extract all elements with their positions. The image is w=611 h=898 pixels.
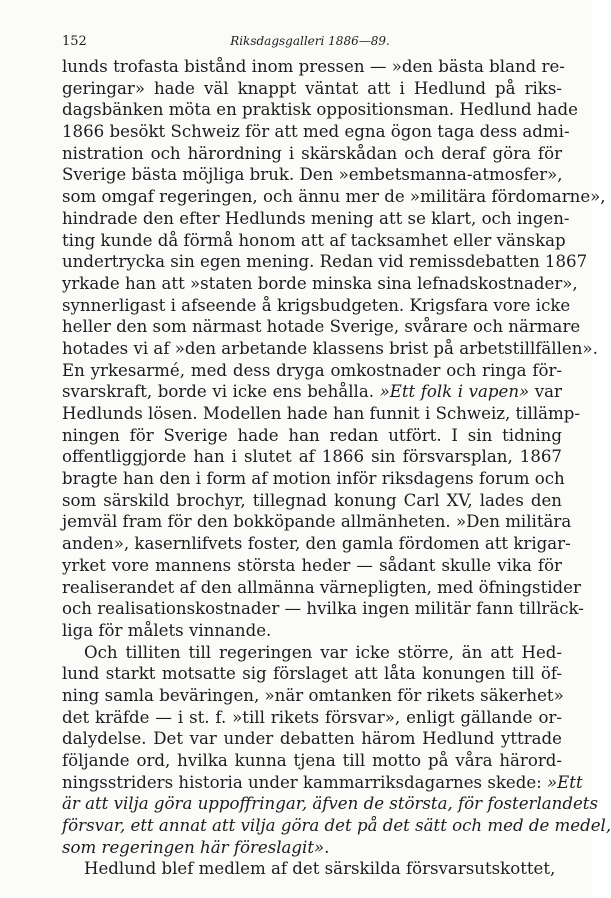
text-line (62, 793, 598, 815)
text-line (62, 772, 583, 794)
text-line (62, 490, 562, 512)
text-run: anden», kasernlifvets foster, den gamla fördomen att krigar- (62, 534, 571, 554)
text-run: Hedlund blef medlem af det särskilda försvarsutskottet, (84, 859, 556, 879)
text-run: liga för målets vinnande. (62, 620, 272, 640)
text-run: hotades vi af »den arbetande klassens brist på arbetstillfällen». (62, 338, 598, 358)
text-run: hindrade den efter Hedlunds mening att se klart, och ingen- (62, 208, 570, 228)
text-line (62, 78, 562, 100)
text-run: det kräfde — i st. f. »till rikets försvar», enligt gällande or- (62, 707, 562, 727)
text-run: offentliggjorde han i slutet af 1866 sin försvarsplan, 1867 (62, 447, 562, 467)
text-line (62, 56, 565, 78)
text-line (62, 837, 562, 859)
text-run: som särskild brochyr, tillegnad konung Carl XV, lades den (62, 490, 562, 510)
italic-text: försvar, ett annat att vilja göra det på det sätt och med de medel, (62, 816, 611, 836)
text-line (62, 208, 570, 230)
text-line (62, 186, 606, 208)
text-run: dagsbänken möta en praktisk oppositionsman. Hedlund hade (62, 100, 578, 120)
italic-text: »Ett folk i vapen» (379, 382, 530, 402)
text-run: Hedlunds lösen. Modellen hade han funnit i Schweiz, tillämp- (62, 404, 580, 423)
text-line (62, 295, 571, 317)
text-line (62, 750, 562, 772)
text-line (62, 273, 578, 295)
text-line (62, 533, 571, 555)
text-line (62, 99, 578, 121)
text-line (62, 446, 562, 468)
text-line (62, 577, 581, 599)
text-line (62, 425, 562, 447)
text-run: realiserandet af den allmänna värnepligten, med öfningstider (62, 577, 581, 597)
text-run: ningen för Sverige hade han redan utfört. I sin tidning (62, 425, 562, 445)
text-line (62, 620, 562, 642)
italic-text: är att vilja göra uppoffringar, äfven de största, för fosterlandets (62, 794, 598, 814)
text-run: heller den som närmast hotade Sverige, svårare och närmare (62, 317, 581, 337)
text-run: dalydelse. Det var under debatten härom Hedlund yttrade (62, 729, 562, 749)
text-line (62, 251, 588, 273)
text-run: bragte han den i form af motion inför riksdagens forum och (62, 469, 565, 489)
text-line (62, 360, 562, 382)
text-line (62, 685, 562, 707)
text-run: geringar» hade väl knappt väntat att i Hedlund på riks- (62, 78, 562, 98)
running-header (62, 34, 558, 54)
text-run: ting kunde då förmå honom att af tacksamhet eller vänskap (62, 230, 566, 250)
text-line (62, 121, 570, 143)
text-run: Sverige bästa möjliga bruk. Den »embetsmanna-atmosfer», (62, 165, 563, 185)
text-run: Och tilliten till regeringen var icke större, än att Hed- (84, 642, 562, 662)
text-run: ningsstriders historia under kammarriksdagarnes skede: (62, 772, 548, 792)
running-title: Riksdagsgalleri 1886—89. (230, 34, 390, 48)
text-run: var (529, 382, 562, 402)
text-run: jemväl fram för den bokköpande allmänheten. »Den militära (62, 512, 572, 532)
italic-text: »Ett (547, 772, 583, 792)
text-run: nistration och härordning i skärskådan och deraf göra för (62, 143, 562, 163)
text-line (62, 728, 562, 750)
text-run: följande ord, hvilka kunna tjena till motto på våra härord- (62, 751, 562, 770)
text-run: som omgaf regeringen, och ännu mer de »militära fördomarne», (62, 187, 606, 207)
text-line (62, 164, 562, 186)
text-line (62, 468, 565, 490)
text-line (62, 707, 562, 729)
text-line (62, 381, 562, 403)
text-run: ning samla beväringen, »när omtanken för rikets säkerhet» (62, 685, 564, 705)
text-line (62, 143, 562, 165)
text-line (62, 555, 562, 577)
text-run: 1866 besökt Schweiz för att med egna ögon taga dess admi- (62, 122, 570, 142)
text-run: svarskraft, borde vi icke ens behålla. (62, 382, 380, 402)
italic-text: som regeringen här föreslagit». (62, 837, 330, 857)
text-line (62, 815, 611, 837)
text-run: lund starkt motsatte sig förslaget att låta konungen till öf- (62, 664, 562, 684)
text-run: yrket vore mannens största heder — sådant skulle vika för (62, 555, 562, 575)
text-run: synnerligast i afseende å krigsbudgeten. Krigsfara vore icke (62, 295, 571, 315)
text-run: och realisationskostnader — hvilka ingen militär fann tillräck- (62, 599, 584, 619)
text-run: yrkade han att »staten borde minska sina lefnadskostnader», (62, 273, 578, 293)
text-run: undertrycka sin egen mening. Redan vid remissdebatten 1867 (62, 252, 588, 272)
text-run: En yrkesarmé, med dess dryga omkostnader och ringa för- (62, 360, 562, 380)
text-line (62, 663, 562, 685)
text-line (62, 511, 572, 533)
text-line (62, 338, 598, 360)
text-line (62, 858, 562, 880)
text-line (62, 642, 562, 664)
text-line (62, 230, 566, 252)
text-line (62, 316, 581, 338)
body-text (62, 56, 611, 880)
page-number: 152 (62, 34, 87, 49)
text-line (62, 403, 580, 425)
text-line (62, 598, 584, 620)
text-run: lunds trofasta bistånd inom pressen — »den bästa bland re- (62, 57, 565, 76)
